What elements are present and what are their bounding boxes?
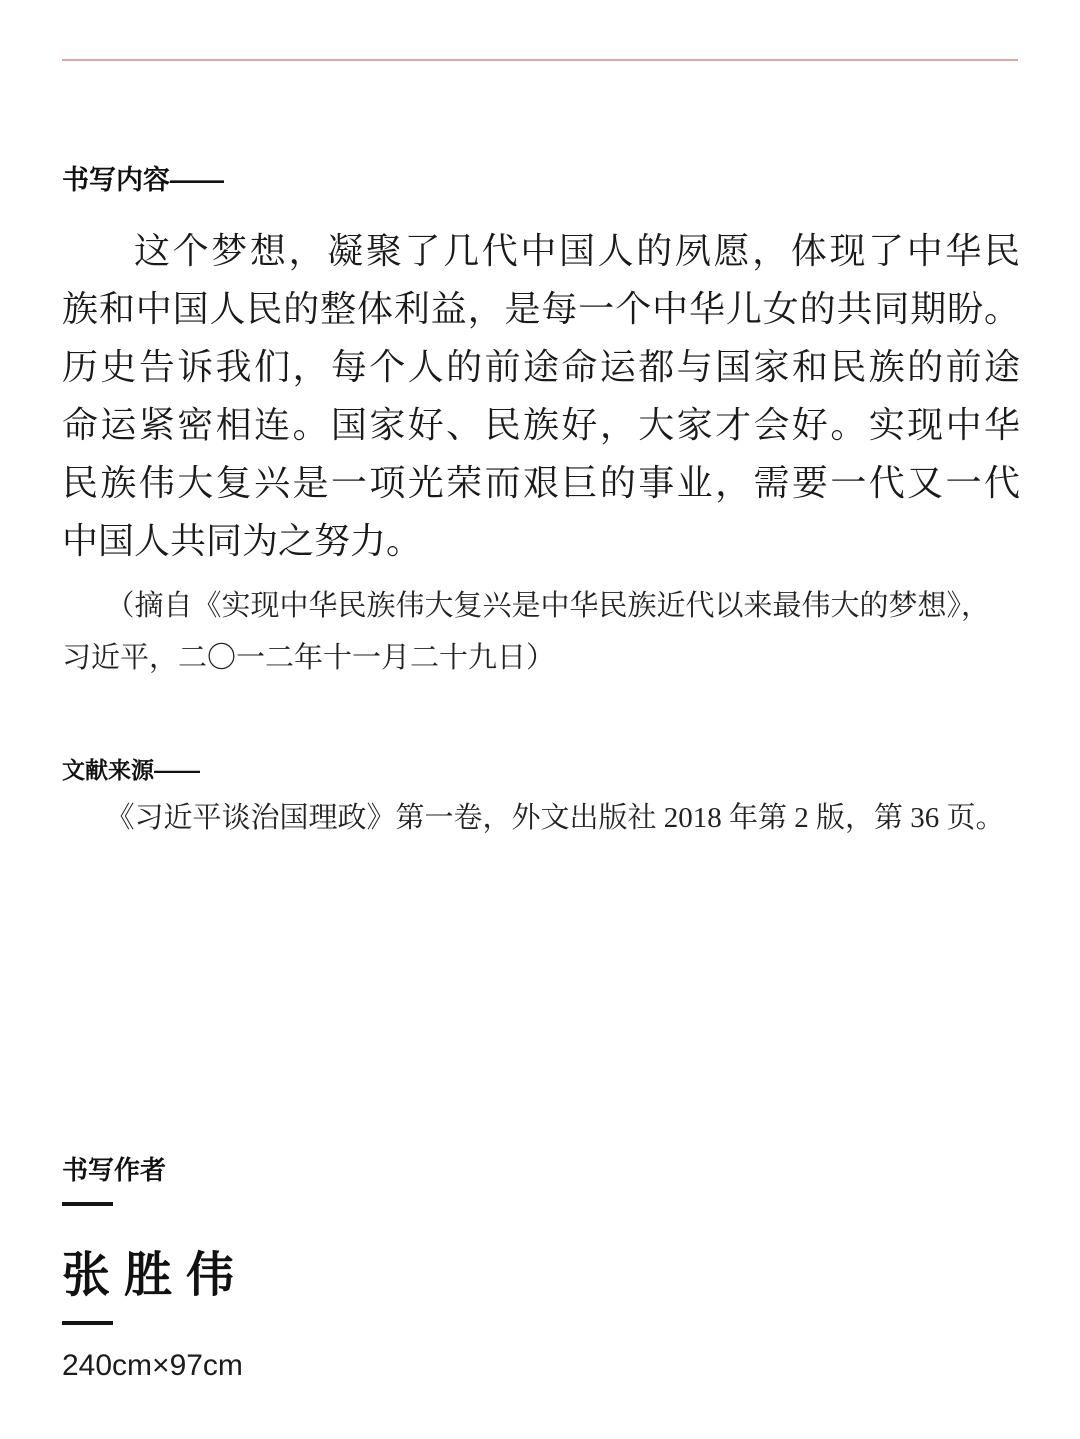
citation-line: 习近平，二〇一二年十一月二十九日） <box>62 642 556 674</box>
quote-line: 中国人共同为之努力。 <box>62 521 423 561</box>
quote-line: 这个梦想，凝聚了几代中国人的夙愿，体现了中华民 <box>134 231 1020 271</box>
quote-line: 命运紧密相连。国家好、民族好，大家才会好。实现中华 <box>62 405 1020 445</box>
citation-line: （摘自《实现中华民族伟大复兴是中华民族近代以来最伟大的梦想》， <box>105 590 991 622</box>
artwork-dimensions: 240cm×97cm <box>62 1349 243 1382</box>
author-rule-top <box>62 1202 113 1206</box>
author-name: 张胜伟 <box>62 1249 249 1302</box>
author-section-heading: 书写作者 <box>62 1155 167 1185</box>
author-rule-bottom <box>62 1321 113 1325</box>
quote-citation <box>62 580 1020 684</box>
quote-line: 历史告诉我们，每个人的前途命运都与国家和民族的前途 <box>62 347 1020 387</box>
source-section-heading: 文献来源—— <box>62 757 200 783</box>
content-section-heading: 书写内容—— <box>62 165 224 195</box>
source-reference-text: 《习近平谈治国理政》第一卷，外文出版社 2018 年第 2 版，第 36 页。 <box>105 802 1005 834</box>
quote-line: 民族伟大复兴是一项光荣而艰巨的事业，需要一代又一代 <box>62 463 1020 503</box>
top-divider-line <box>62 59 1018 61</box>
quote-paragraph <box>62 222 1020 570</box>
quote-line: 族和中国人民的整体利益，是每一个中华儿女的共同期盼。 <box>62 289 1020 329</box>
